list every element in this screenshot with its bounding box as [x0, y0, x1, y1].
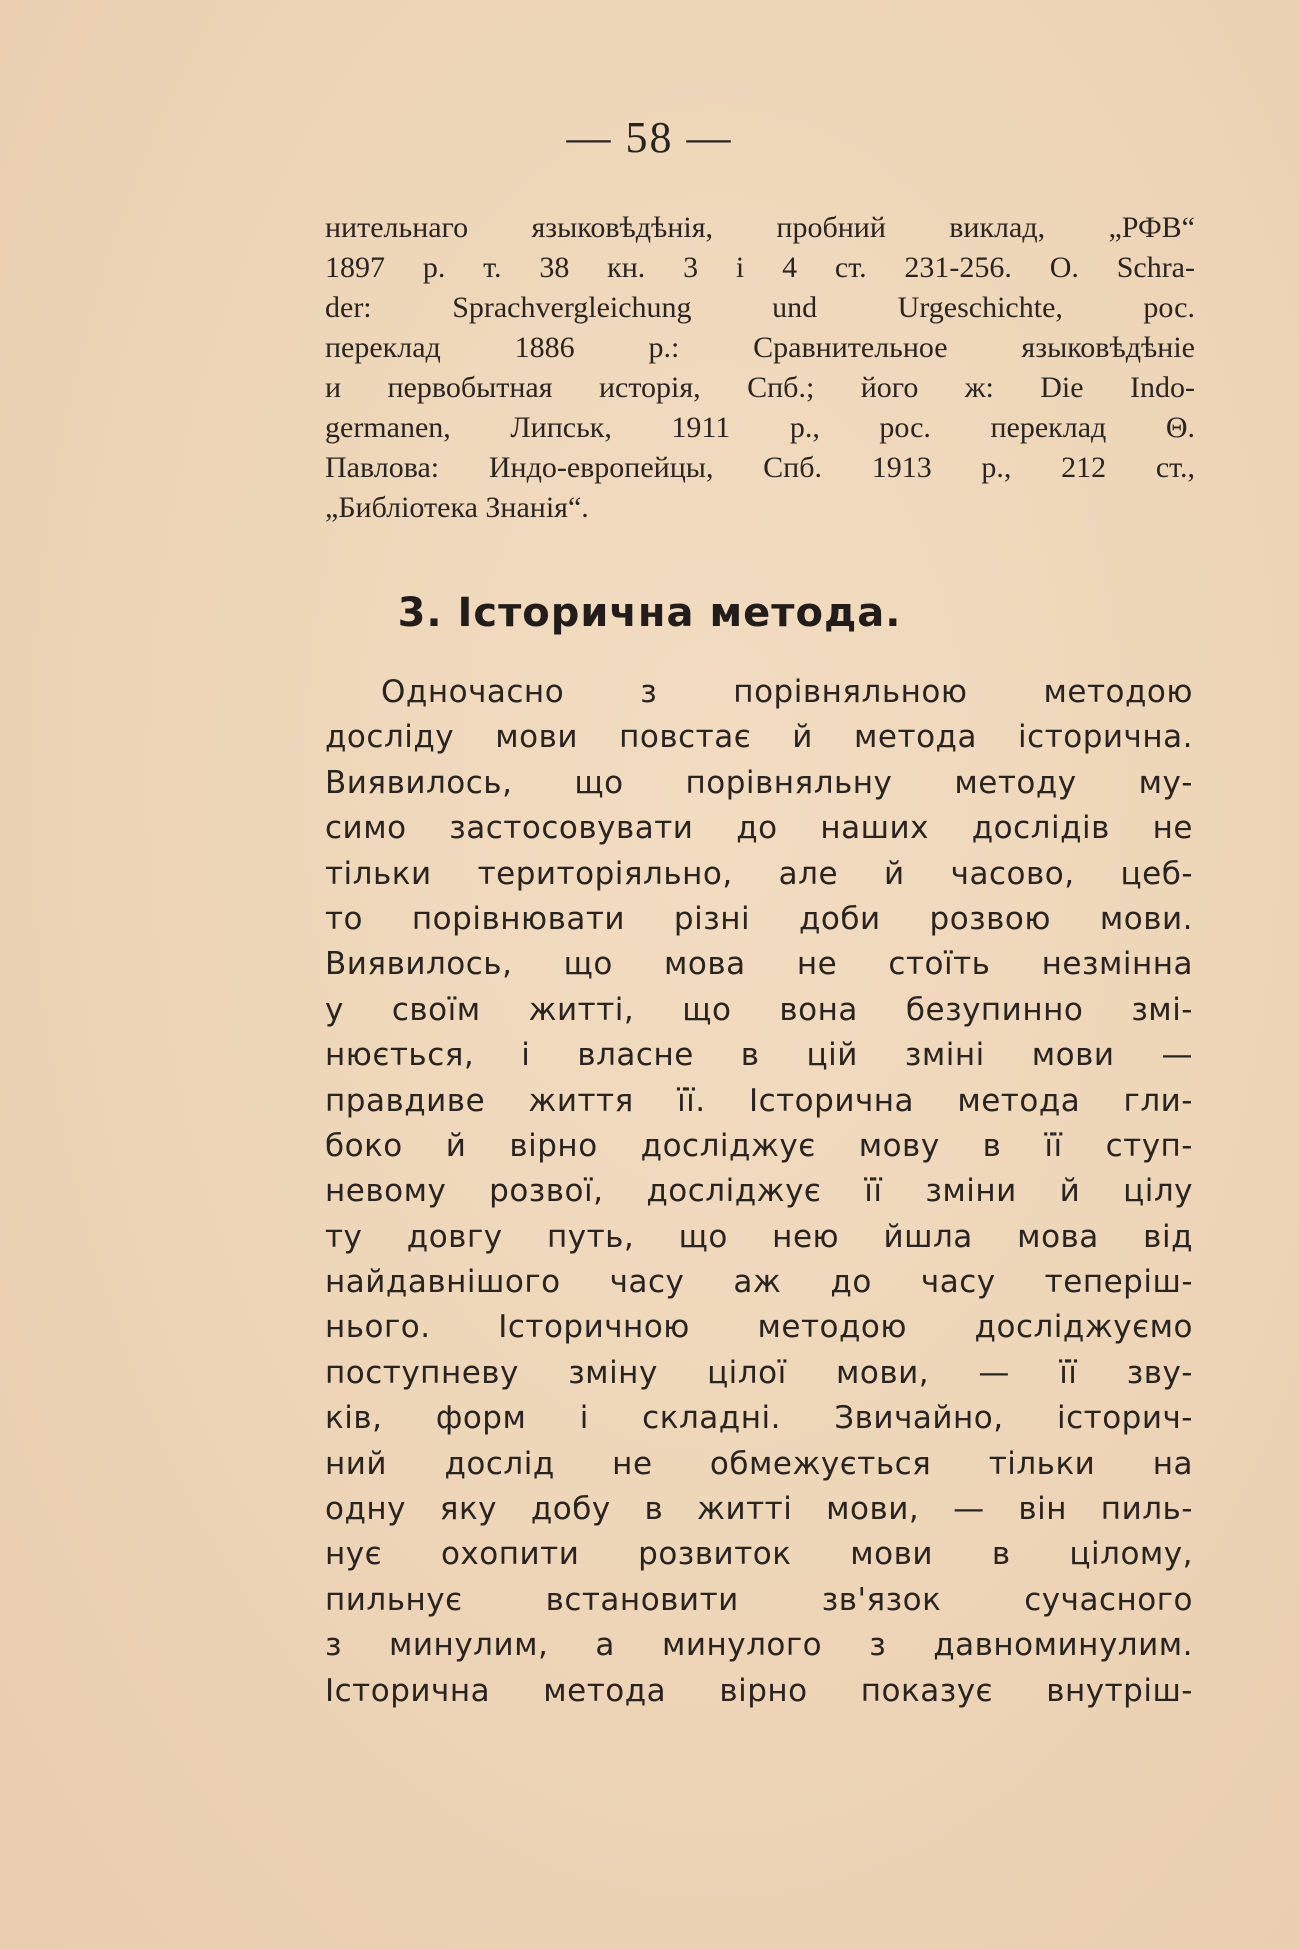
footnote-line: Павлова: Индо-европейцы, Спб. 1913 р., 212 ст.,: [325, 451, 1195, 484]
text-line: Одночасно з порівняльною методою: [381, 674, 1193, 710]
text-line: нує охопити розвиток мови в цілому,: [325, 1536, 1193, 1573]
text-line: правдиве життя її. Історична метода гли-: [325, 1082, 1193, 1119]
text-line: пильнує встановити зв'язок сучасного: [325, 1581, 1193, 1618]
footnote-line: нительнаго языковѣдѣнія, пробний виклад, „РФВ“: [325, 211, 1195, 244]
footnote-line: переклад 1886 р.: Сравнительное языковѣдѣніе: [325, 331, 1195, 364]
text-line: Виявилось, що порівняльну методу му-: [325, 764, 1193, 801]
page-number: — 58 —: [566, 113, 733, 162]
footnote-line: 1897 р. т. 38 кн. 3 і 4 ст. 231-256. O. Schra-: [325, 251, 1195, 284]
text-line: ків, форм і складні. Звичайно, історич-: [325, 1400, 1193, 1437]
footnote-line: germanen, Липськ, 1911 р., рос. переклад Θ.: [325, 411, 1195, 444]
body-paragraph: [325, 670, 1193, 1714]
text-line: симо застосовувати до наших дослідів не: [325, 810, 1193, 847]
text-line: з минулим, а минулого з давноминулим.: [325, 1627, 1193, 1664]
text-line: Історична метода вірно показує внутріш-: [325, 1672, 1193, 1709]
text-line: Виявилось, що мова не стоїть незмінна: [325, 946, 1193, 983]
text-line: найдавнішого часу аж до часу теперіш-: [325, 1264, 1193, 1301]
footnote-line: и первобытная исторія, Спб.; його ж: Die Indo-: [325, 371, 1195, 404]
text-line: невому розвої, досліджує її зміни й цілу: [325, 1173, 1193, 1210]
text-line: нюється, і власне в цій зміні мови —: [325, 1037, 1193, 1074]
text-line: одну яку добу в житті мови, — він пиль-: [325, 1491, 1193, 1528]
footnote-line: „Библіотека Знанія“.: [325, 491, 589, 524]
text-line: поступневу зміну цілої мови, — її зву-: [325, 1354, 1193, 1391]
text-line: у своїм житті, що вона безупинно змі-: [325, 991, 1193, 1028]
text-line: ту довгу путь, що нею йшла мова від: [325, 1218, 1193, 1255]
section-heading: 3. Історична метода.: [397, 590, 902, 636]
text-line: тільки територіяльно, але й часово, цеб-: [325, 855, 1193, 892]
text-line: боко й вірно досліджує мову в її ступ-: [325, 1127, 1193, 1164]
text-line: нього. Історичною методою досліджуємо: [325, 1309, 1193, 1346]
footnote-line: der: Sprachvergleichung und Urgeschichte, рос.: [325, 291, 1195, 324]
text-line: то порівнювати різні доби розвою мови.: [325, 900, 1193, 937]
text-line: досліду мови повстає й метода історична.: [325, 719, 1193, 756]
footnote-block: [325, 208, 1195, 528]
text-line: ний дослід не обмежується тільки на: [325, 1445, 1193, 1482]
